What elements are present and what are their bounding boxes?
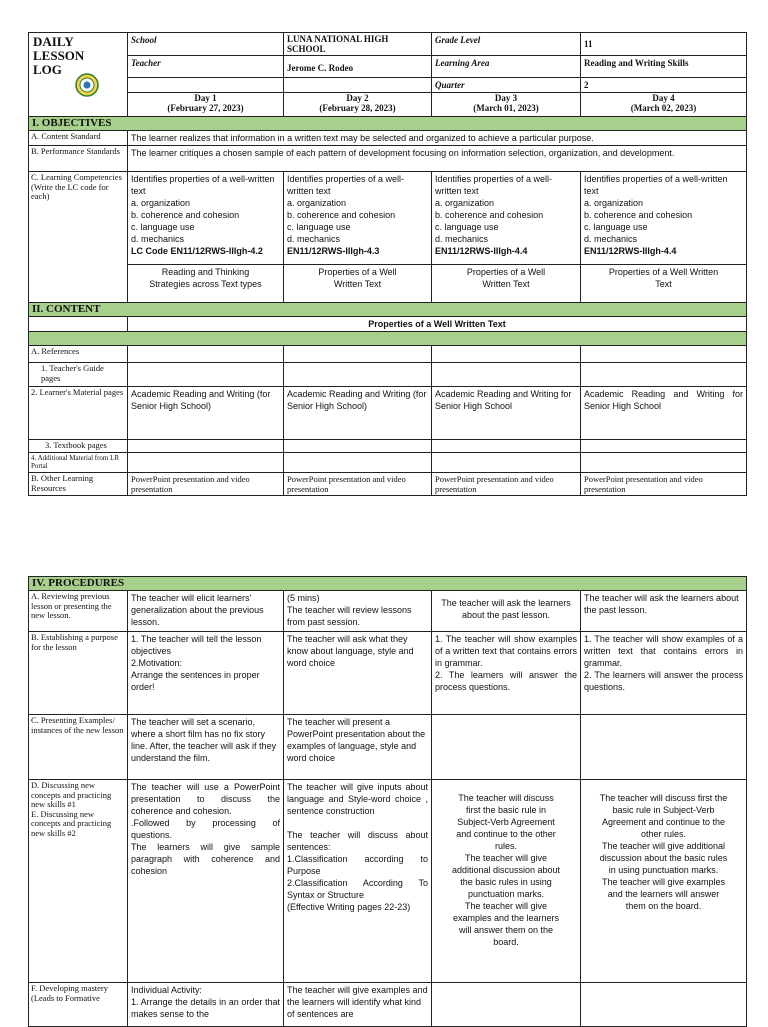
empty-cell xyxy=(581,440,747,453)
empty-cell xyxy=(432,453,581,473)
empty-cell xyxy=(284,440,432,453)
procedure-b-day-3: 1. The teacher will show examples of a written text that contains errors in grammar. 2. The learners will answer the process questions. xyxy=(432,632,581,715)
references-label: A. References xyxy=(29,346,128,363)
school-value: LUNA NATIONAL HIGH SCHOOL xyxy=(284,33,432,56)
empty-cell xyxy=(284,78,432,93)
lc-item: b. coherence and cohesion xyxy=(584,210,693,220)
lc-item: c. language use xyxy=(131,222,195,232)
textbook-label: 3. Textbook pages xyxy=(29,440,128,453)
lc-item: d. mechanics xyxy=(435,234,489,244)
lc-item: a. organization xyxy=(584,198,644,208)
procedure-a-day-2: (5 mins) The teacher will review lessons from past session. xyxy=(284,591,432,632)
procedure-f-day-2: The teacher will give examples and the learners will identify what kind of sentences are xyxy=(284,983,432,1027)
log-title-line-2: LESSON xyxy=(33,48,85,63)
empty-cell xyxy=(581,453,747,473)
procedure-d-label: D. Discussing new concepts and practicing new skills #1 xyxy=(31,780,112,809)
empty-cell xyxy=(284,453,432,473)
learners-material-label: 2. Learner's Material pages xyxy=(29,387,128,440)
day-2-header xyxy=(284,93,432,117)
procedures-table xyxy=(28,576,747,1027)
other-day-3: PowerPoint presentation and video presentation xyxy=(432,473,581,496)
procedure-a-day-4: The teacher will ask the learners about the past lesson. xyxy=(581,591,747,632)
lc-intro: Identifies properties of a well-written text xyxy=(131,174,275,196)
procedure-f-day-3 xyxy=(432,983,581,1027)
area-value: Reading and Writing Skills xyxy=(581,56,747,78)
lc-item: a. organization xyxy=(435,198,495,208)
empty-cell xyxy=(432,440,581,453)
lc-item: c. language use xyxy=(287,222,351,232)
other-day-1: PowerPoint presentation and video presentation xyxy=(128,473,284,496)
procedure-a-day-3: The teacher will ask the learners about the past lesson. xyxy=(432,591,581,632)
day-1-header xyxy=(128,93,284,117)
procedure-c-label: C. Presenting Examples/ instances of the new lesson xyxy=(29,715,128,780)
day-date: (March 01, 2023) xyxy=(473,103,539,113)
lc-item: d. mechanics xyxy=(131,234,185,244)
content-topic: Properties of a Well Written Text xyxy=(128,317,747,332)
lc-intro: Identifies properties of a well-written text xyxy=(435,174,553,196)
other-day-4: PowerPoint presentation and video presentation xyxy=(581,473,747,496)
procedure-c-day-1: The teacher will set a scenario, where a short film has no fix story line. After, the teacher will ask if they understand the film. xyxy=(128,715,284,780)
procedure-de-label xyxy=(29,780,128,983)
area-label: Learning Area xyxy=(432,56,581,78)
day-label: Day 3 xyxy=(494,93,518,103)
procedure-b-label: B. Establishing a purpose for the lesson xyxy=(29,632,128,715)
lc-item: d. mechanics xyxy=(287,234,341,244)
additional-material-label: 4. Additional Material from LR Portal xyxy=(29,453,128,473)
procedure-b-day-2: The teacher will ask what they know about language, style and word choice xyxy=(284,632,432,715)
lc-intro: Identifies properties of a well-written text xyxy=(584,174,728,196)
procedure-de-day-3: The teacher will discuss first the basic rule in Subject-Verb Agreement and continue to the other rules. The teacher will give additional discussion about the basic rules in using punctuation marks. The teacher will give examples and the learners will answer them on the board. xyxy=(432,780,581,983)
lc-topic-day-4: Properties of a Well Written Text xyxy=(581,265,747,303)
empty-cell xyxy=(432,346,581,363)
teachers-guide-label: 1. Teacher's Guide pages xyxy=(29,363,128,387)
day-3-header xyxy=(432,93,581,117)
objectives-heading: I. OBJECTIVES xyxy=(29,117,747,131)
lc-code: LC Code EN11/12RWS-IIIgh-4.2 xyxy=(131,246,263,256)
lc-item: b. coherence and cohesion xyxy=(131,210,240,220)
lc-day-2 xyxy=(284,172,432,265)
procedure-f-day-4 xyxy=(581,983,747,1027)
log-title-line-3: LOG xyxy=(33,62,62,77)
procedures-heading: IV. PROCEDURES xyxy=(29,577,747,591)
day-label: Day 1 xyxy=(194,93,217,103)
lesson-log-table xyxy=(28,32,747,496)
lc-item: c. language use xyxy=(584,222,648,232)
lc-item: d. mechanics xyxy=(584,234,638,244)
log-title xyxy=(29,33,128,117)
school-label: School xyxy=(128,33,284,56)
procedure-de-day-4: The teacher will discuss first the basic rule in Subject-Verb Agreement and continue to the other rules. The teacher will give additional discussion about the basic rules in using punctuation marks. The teacher will give examples and the learners will answer them on the board. xyxy=(581,780,747,983)
empty-cell xyxy=(128,363,284,387)
content-heading: II. CONTENT xyxy=(29,303,747,317)
empty-cell xyxy=(581,363,747,387)
day-date: (February 27, 2023) xyxy=(167,103,244,113)
day-date: (February 28, 2023) xyxy=(319,103,396,113)
procedure-f-label: F. Developing mastery (Leads to Formative xyxy=(29,983,128,1027)
procedure-de-day-1: The teacher will use a PowerPoint presentation to discuss the coherence and cohesion. .Followed by processing of questions. The learners will give sample paragraph with coherence and cohesion xyxy=(128,780,284,983)
lc-topic-day-3: Properties of a Well Written Text xyxy=(432,265,581,303)
lm-day-4: Academic Reading and Writing for Senior High School xyxy=(581,387,747,440)
procedure-b-day-4: 1. The teacher will show examples of a written text that contains errors in grammar. 2. The learners will answer the process questions. xyxy=(581,632,747,715)
lc-day-3 xyxy=(432,172,581,265)
teacher-value: Jerome C. Rodeo xyxy=(284,56,432,78)
empty-cell xyxy=(128,453,284,473)
learning-competencies-label: C. Learning Competencies (Write the LC code for each) xyxy=(29,172,128,303)
lc-code: EN11/12RWS-IIIgh-4.4 xyxy=(435,246,528,256)
lc-intro: Identifies properties of a well-written text xyxy=(287,174,405,196)
empty-cell xyxy=(128,78,284,93)
procedure-b-day-1: 1. The teacher will tell the lesson objectives 2.Motivation: Arrange the sentences in proper order! xyxy=(128,632,284,715)
procedure-de-day-2: The teacher will give inputs about language and Style-word choice , sentence construction The teacher will discuss about sentences: 1.Classification according to Purpose 2.Classification According To Syntax or Structure (Effective Writing pages 22-23) xyxy=(284,780,432,983)
content-standard-label: A. Content Standard xyxy=(29,131,128,146)
grade-label: Grade Level xyxy=(432,33,581,56)
lm-day-3: Academic Reading and Writing for Senior High School xyxy=(432,387,581,440)
quarter-value: 2 xyxy=(581,78,747,93)
lc-topic-day-1: Reading and Thinking Strategies across Text types xyxy=(128,265,284,303)
deped-seal-icon xyxy=(75,73,99,97)
empty-cell xyxy=(284,363,432,387)
teacher-label: Teacher xyxy=(128,56,284,78)
section-divider xyxy=(29,332,747,346)
empty-cell xyxy=(128,440,284,453)
lc-topic-day-2: Properties of a Well Written Text xyxy=(284,265,432,303)
empty-cell xyxy=(29,317,128,332)
empty-cell xyxy=(581,346,747,363)
other-day-2: PowerPoint presentation and video presentation xyxy=(284,473,432,496)
procedure-a-day-1: The teacher will elicit learners' generalization about the previous lesson. xyxy=(128,591,284,632)
lc-day-1 xyxy=(128,172,284,265)
lc-item: b. coherence and cohesion xyxy=(435,210,544,220)
procedure-c-day-2: The teacher will present a PowerPoint presentation about the examples of language, style and word choice xyxy=(284,715,432,780)
day-label: Day 4 xyxy=(652,93,675,103)
quarter-label: Quarter xyxy=(432,78,581,93)
content-standard-text: The learner realizes that information in a written text may be selected and organized to achieve a particular purpose. xyxy=(128,131,747,146)
performance-standards-label: B. Performance Standards xyxy=(29,146,128,172)
log-title-line-1: DAILY xyxy=(33,34,74,49)
procedure-c-day-3 xyxy=(432,715,581,780)
lc-item: a. organization xyxy=(131,198,191,208)
empty-cell xyxy=(128,346,284,363)
day-label: Day 2 xyxy=(346,93,369,103)
procedure-c-day-4 xyxy=(581,715,747,780)
empty-cell xyxy=(284,346,432,363)
performance-standards-text: The learner critiques a chosen sample of each pattern of development focusing on information selection, organization, and development. xyxy=(128,146,747,172)
lc-item: c. language use xyxy=(435,222,499,232)
lc-item: b. coherence and cohesion xyxy=(287,210,396,220)
empty-cell xyxy=(432,363,581,387)
lc-day-4 xyxy=(581,172,747,265)
procedure-a-label: A. Reviewing previous lesson or presenting the new lesson. xyxy=(29,591,128,632)
day-date: (March 02, 2023) xyxy=(630,103,697,113)
day-4-header xyxy=(581,93,747,117)
lm-day-2: Academic Reading and Writing (for Senior High School) xyxy=(284,387,432,440)
procedure-e-label: E. Discussing new concepts and practicing new skills #2 xyxy=(31,808,112,838)
other-resources-label: B. Other Learning Resources xyxy=(29,473,128,496)
lc-code: EN11/12RWS-IIIgh-4.4 xyxy=(584,246,677,256)
procedure-f-day-1: Individual Activity: 1. Arrange the details in an order that makes sense to the xyxy=(128,983,284,1027)
lc-code: EN11/12RWS-IIIgh-4.3 xyxy=(287,246,380,256)
grade-value: 11 xyxy=(581,33,747,56)
lc-item: a. organization xyxy=(287,198,347,208)
lm-day-1: Academic Reading and Writing (for Senior High School) xyxy=(128,387,284,440)
